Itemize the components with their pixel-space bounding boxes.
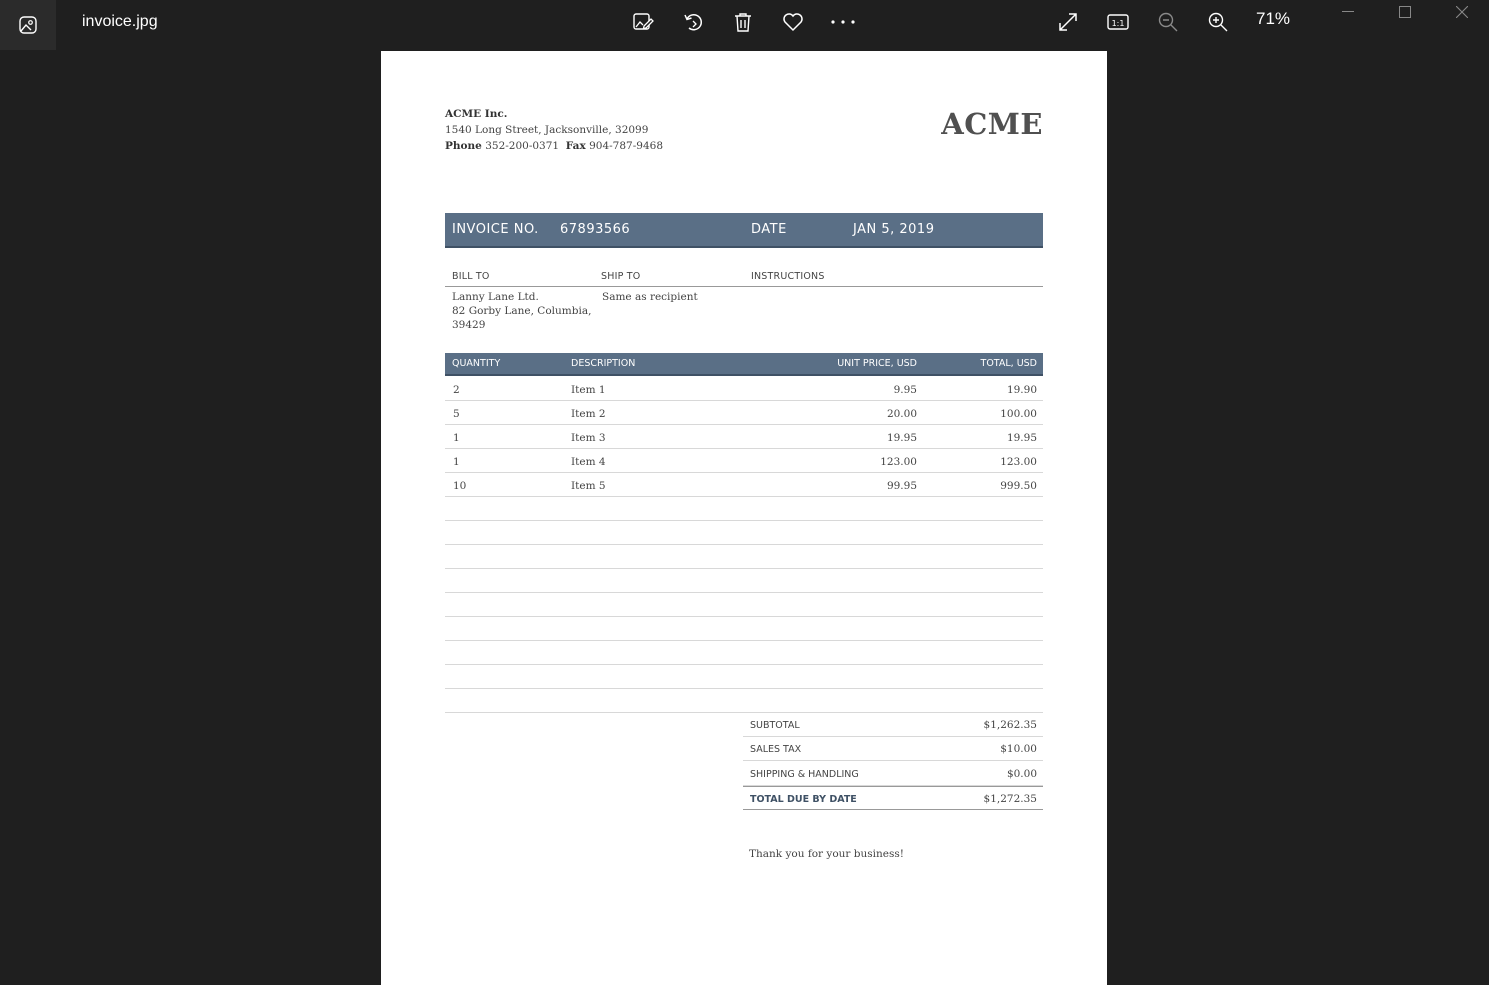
empty-row [445, 617, 1043, 641]
cell-quantity: 10 [453, 480, 467, 492]
subtotal-row [743, 713, 1043, 737]
cell-total: 100.00 [1000, 408, 1037, 420]
date-value: JAN 5, 2019 [853, 222, 935, 237]
cell-total: 123.00 [1000, 456, 1037, 468]
empty-row [445, 689, 1043, 713]
sales-tax-label: SALES TAX [750, 744, 802, 755]
cell-quantity: 1 [453, 456, 460, 468]
actual-size-icon[interactable] [1101, 8, 1135, 36]
company-address: 1540 Long Street, Jacksonville, 32099 [445, 124, 649, 136]
shipping-value: $0.00 [1006, 768, 1037, 780]
close-icon[interactable] [1439, 0, 1485, 24]
table-row [445, 401, 1043, 425]
col-quantity: QUANTITY [452, 358, 501, 369]
maximize-icon[interactable] [1382, 0, 1428, 24]
invoice-no-value: 67893566 [560, 222, 631, 237]
cell-unit-price: 123.00 [880, 456, 917, 468]
subtotal-value: $1,262.35 [983, 719, 1037, 731]
fullscreen-icon[interactable] [1051, 8, 1085, 36]
app-photos-icon[interactable] [0, 0, 56, 50]
zoom-level[interactable]: 71% [1256, 9, 1291, 28]
empty-row [445, 641, 1043, 665]
table-row [445, 473, 1043, 497]
invoice-no-label: INVOICE NO. [452, 222, 539, 237]
favorite-icon[interactable] [776, 8, 810, 36]
cell-total: 999.50 [1000, 480, 1037, 492]
svg-text:1:1: 1:1 [1111, 19, 1125, 28]
fax-value: 904-787-9468 [589, 140, 663, 152]
cell-description: Item 2 [571, 408, 606, 420]
empty-row [445, 569, 1043, 593]
bill-to-label: BILL TO [452, 271, 490, 282]
cell-total: 19.90 [1006, 384, 1037, 396]
title-bar [0, 0, 1489, 50]
col-total: TOTAL, USD [980, 358, 1037, 369]
subtotal-label: SUBTOTAL [750, 720, 800, 731]
ship-to-value: Same as recipient [602, 291, 698, 303]
invoice-image [381, 51, 1107, 985]
file-name: invoice.jpg [82, 13, 158, 30]
more-icon[interactable] [826, 8, 860, 36]
cell-total: 19.95 [1006, 432, 1037, 444]
cell-description: Item 5 [571, 480, 606, 492]
minimize-icon[interactable] [1325, 0, 1371, 24]
table-row [445, 377, 1043, 401]
divider [445, 286, 1043, 287]
company-info [445, 106, 663, 154]
total-due-row [743, 786, 1043, 810]
cell-unit-price: 9.95 [893, 384, 917, 396]
invoice-header-bar [445, 213, 1043, 248]
cell-quantity: 2 [453, 384, 460, 396]
cell-quantity: 5 [453, 408, 460, 420]
col-description: DESCRIPTION [571, 358, 636, 369]
bill-to-line: 82 Gorby Lane, Columbia, [452, 305, 592, 317]
company-name: ACME Inc. [445, 108, 508, 120]
sales-tax-row [743, 737, 1043, 761]
empty-row [445, 497, 1043, 521]
phone-value: 352-200-0371 [485, 140, 560, 152]
table-row [445, 449, 1043, 473]
thank-you-note: Thank you for your business! [749, 848, 904, 860]
cell-quantity: 1 [453, 432, 460, 444]
total-due-value: $1,272.35 [983, 793, 1037, 805]
rotate-icon[interactable] [676, 8, 710, 36]
cell-description: Item 1 [571, 384, 606, 396]
date-label: DATE [751, 222, 787, 237]
phone-label: Phone [445, 140, 482, 152]
empty-row [445, 521, 1043, 545]
items-table-header [445, 353, 1043, 376]
ship-to-label: SHIP TO [601, 271, 641, 282]
empty-row [445, 665, 1043, 689]
shipping-row [743, 762, 1043, 786]
cell-unit-price: 19.95 [886, 432, 917, 444]
zoom-in-icon[interactable] [1201, 8, 1235, 36]
sales-tax-value: $10.00 [1000, 743, 1037, 755]
cell-unit-price: 20.00 [886, 408, 917, 420]
edit-image-icon[interactable] [626, 8, 660, 36]
company-logo: ACME [941, 107, 1043, 141]
table-row [445, 425, 1043, 449]
cell-unit-price: 99.95 [886, 480, 917, 492]
instructions-label: INSTRUCTIONS [751, 271, 825, 282]
fax-label: Fax [565, 140, 586, 152]
delete-icon[interactable] [726, 8, 760, 36]
bill-to-line: 39429 [452, 319, 486, 331]
shipping-label: SHIPPING & HANDLING [750, 769, 859, 780]
empty-row [445, 545, 1043, 569]
empty-row [445, 593, 1043, 617]
total-due-label: TOTAL DUE BY DATE [750, 794, 857, 805]
bill-to-line: Lanny Lane Ltd. [452, 291, 539, 303]
cell-description: Item 3 [571, 432, 606, 444]
col-unit-price: UNIT PRICE, USD [837, 358, 917, 369]
bill-to-address [452, 290, 591, 332]
zoom-out-icon[interactable] [1151, 8, 1185, 36]
cell-description: Item 4 [571, 456, 606, 468]
